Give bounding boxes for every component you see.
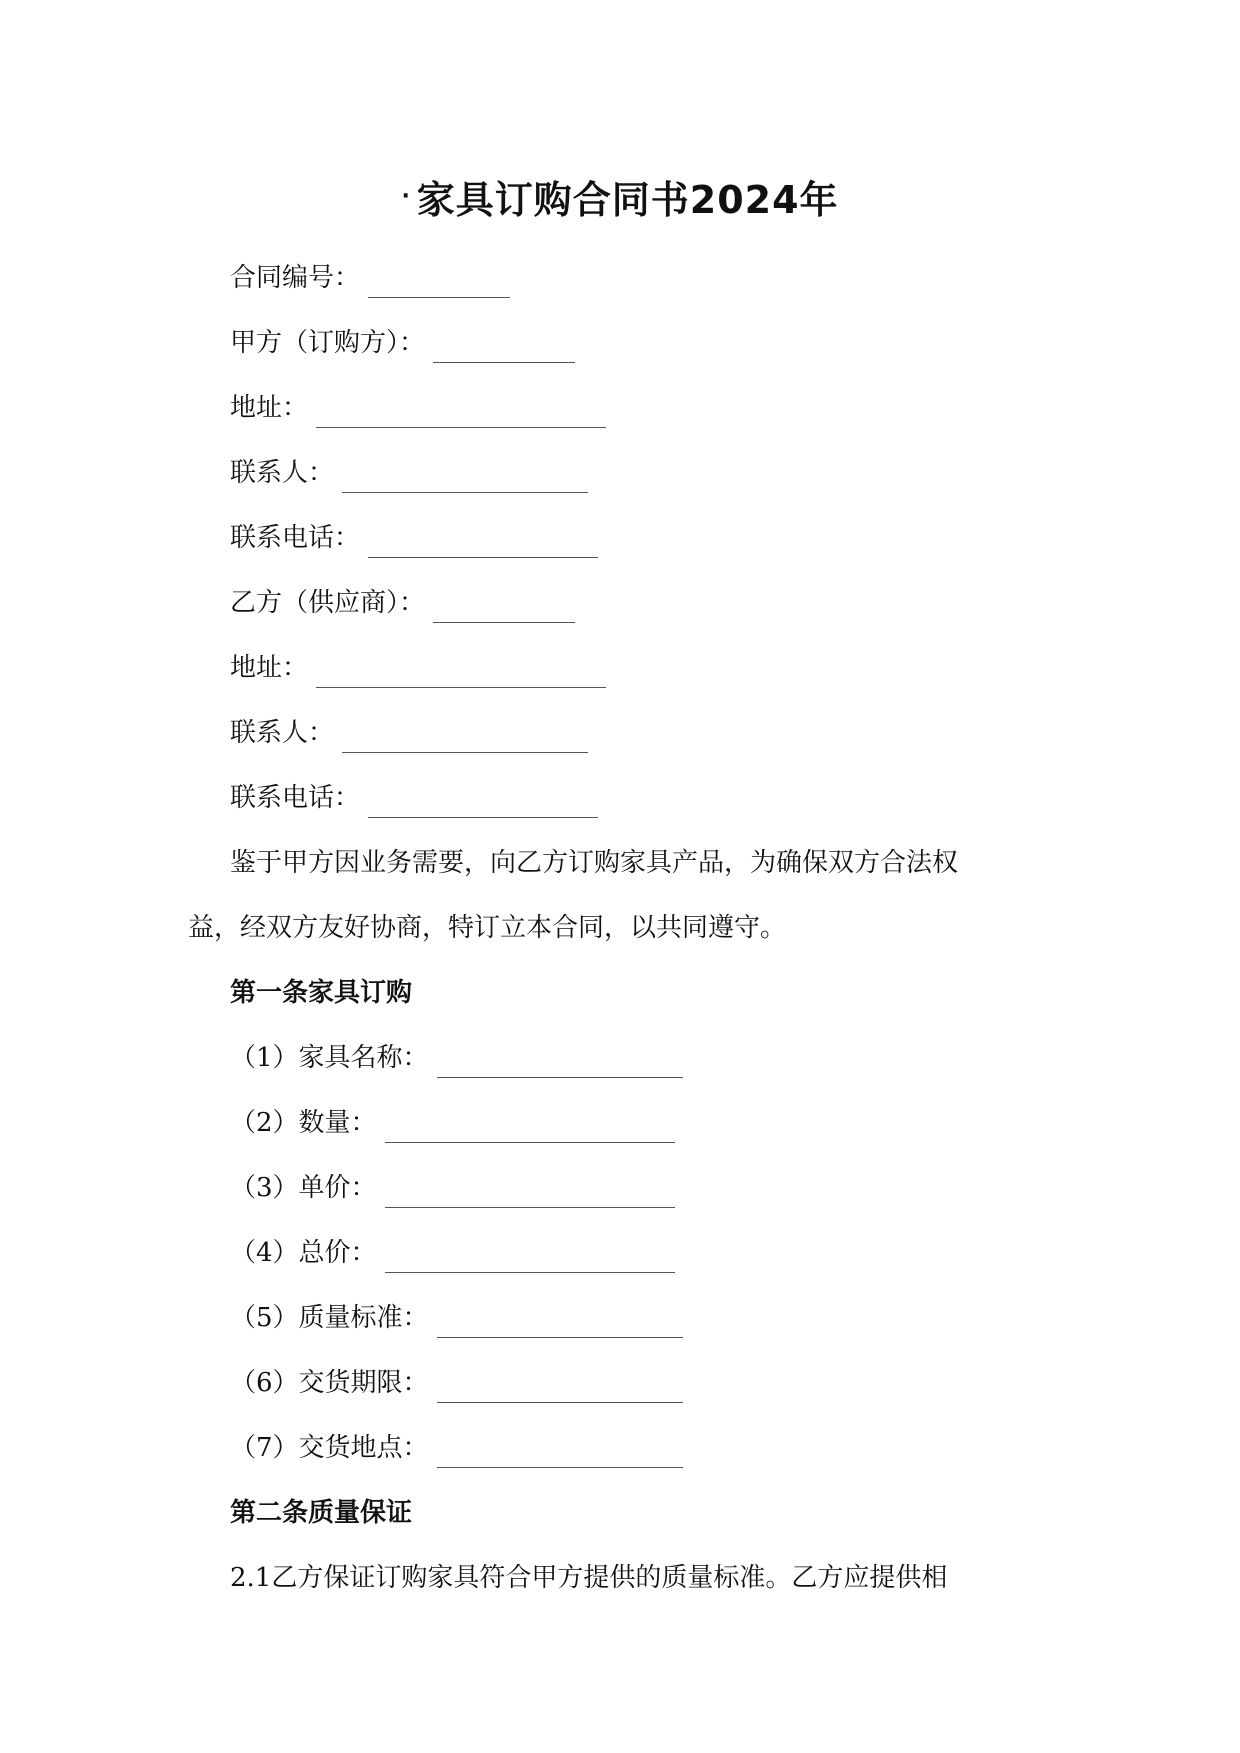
party-a-phone-input[interactable] [368, 529, 598, 558]
field-party-b [230, 583, 575, 623]
field-label: 联系人： [230, 718, 335, 748]
quantity-input[interactable] [385, 1114, 675, 1143]
article-2-heading: 第二条质量保证 [230, 1498, 413, 1528]
field-party-a-phone [230, 518, 598, 558]
item-delivery-deadline [230, 1363, 683, 1403]
field-label: 联系人： [230, 458, 335, 488]
furniture-name-input[interactable] [437, 1049, 683, 1078]
item-quality-standard [230, 1298, 683, 1338]
item-label: （5）质量标准： [230, 1303, 429, 1333]
total-price-input[interactable] [385, 1244, 675, 1273]
item-label: （1）家具名称： [230, 1043, 429, 1073]
field-party-b-phone [230, 778, 598, 818]
article-1-heading: 第一条家具订购 [230, 978, 413, 1008]
item-label: （7）交货地点： [230, 1433, 429, 1463]
clause-2-1: 2.1乙方保证订购家具符合甲方提供的质量标准。乙方应提供相 [230, 1563, 948, 1593]
delivery-deadline-input[interactable] [437, 1374, 683, 1403]
party-a-input[interactable] [433, 334, 575, 363]
delivery-location-input[interactable] [437, 1439, 683, 1468]
field-contract-number [230, 258, 510, 298]
title-text: 家具订购合同书2024年 [416, 178, 839, 222]
title-mark: · [401, 184, 411, 209]
party-a-address-input[interactable] [316, 399, 606, 428]
item-label: （4）总价： [230, 1238, 377, 1268]
contract-number-input[interactable] [368, 269, 510, 298]
item-unit-price [230, 1168, 675, 1208]
document-title [0, 172, 1240, 225]
item-label: （6）交货期限： [230, 1368, 429, 1398]
field-party-b-contact [230, 713, 588, 753]
preamble-line-2: 益，经双方友好协商，特订立本合同，以共同遵守。 [188, 913, 787, 943]
unit-price-input[interactable] [385, 1179, 675, 1208]
item-quantity [230, 1103, 675, 1143]
field-party-b-address [230, 648, 606, 688]
party-b-phone-input[interactable] [368, 789, 598, 818]
field-label: 乙方（供应商）： [230, 588, 426, 618]
field-party-a-address [230, 388, 606, 428]
field-party-a [230, 323, 575, 363]
field-label: 甲方（订购方）： [230, 328, 426, 358]
field-label: 地址： [230, 393, 309, 423]
preamble-line-1: 鉴于甲方因业务需要，向乙方订购家具产品，为确保双方合法权 [230, 848, 959, 878]
party-b-contact-input[interactable] [342, 724, 588, 753]
party-b-input[interactable] [433, 594, 575, 623]
field-label: 联系电话： [230, 783, 361, 813]
field-label: 联系电话： [230, 523, 361, 553]
field-label: 地址： [230, 653, 309, 683]
party-b-address-input[interactable] [316, 659, 606, 688]
item-total-price [230, 1233, 675, 1273]
item-label: （2）数量： [230, 1108, 377, 1138]
quality-standard-input[interactable] [437, 1309, 683, 1338]
item-furniture-name [230, 1038, 683, 1078]
field-label: 合同编号： [230, 263, 361, 293]
party-a-contact-input[interactable] [342, 464, 588, 493]
item-delivery-location [230, 1428, 683, 1468]
item-label: （3）单价： [230, 1173, 377, 1203]
field-party-a-contact [230, 453, 588, 493]
